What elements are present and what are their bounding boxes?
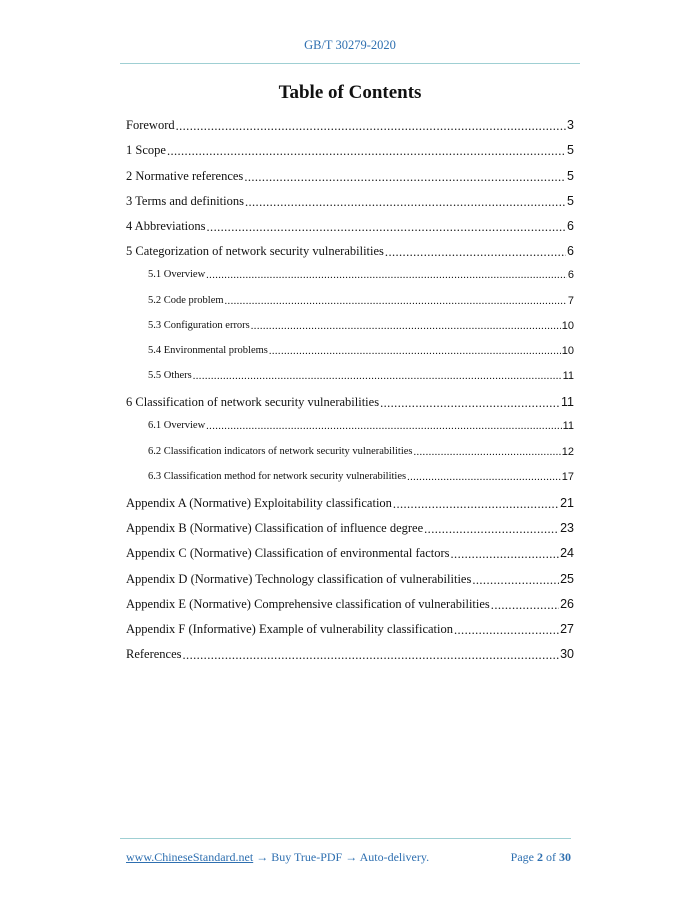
toc-entry-6-3-classification-method[interactable]	[126, 465, 574, 490]
toc-entry-page: 5	[567, 143, 574, 158]
page-title: Table of Contents	[278, 82, 422, 103]
toc-entry-label: Foreword	[126, 118, 175, 133]
dot-leader	[206, 270, 567, 282]
toc-entry-label: Appendix F (Informative) Example of vulnerability classification	[126, 621, 453, 636]
toc-entry-page: 24	[560, 546, 574, 561]
toc-entry-appendix-d[interactable]	[126, 565, 574, 590]
toc-entry-page: 26	[560, 596, 574, 611]
toc-entry-label: 5.5 Others	[148, 370, 192, 382]
dot-leader	[206, 421, 561, 433]
toc-entry-terms-and-definitions[interactable]	[126, 188, 574, 213]
dot-leader	[380, 397, 560, 409]
toc-entry-page: 7	[567, 294, 574, 307]
toc-entry-page: 17	[561, 470, 574, 483]
toc-entry-page: 11	[561, 395, 574, 410]
toc-entry-6-1-overview[interactable]	[126, 414, 574, 439]
page-indicator	[511, 850, 571, 865]
toc-entry-page: 5	[567, 168, 574, 183]
toc-entry-5-1-overview[interactable]	[126, 263, 574, 288]
toc-entry-label: References	[126, 647, 182, 662]
footer-divider	[120, 838, 571, 839]
toc-entry-label: 5.1 Overview	[148, 269, 206, 281]
toc-entry-label: Appendix A (Normative) Exploitability classification	[126, 496, 392, 510]
dot-leader	[454, 624, 559, 636]
dot-leader	[472, 574, 559, 586]
dot-leader	[393, 498, 559, 510]
toc-entry-page: 6	[567, 269, 574, 282]
dot-leader	[269, 346, 561, 358]
toc-entry-label: Appendix E (Normative) Comprehensive classification of vulnerabilities	[126, 596, 490, 611]
toc-entry-page: 6	[567, 244, 574, 259]
dot-leader	[385, 246, 566, 258]
toc-entry-label: 5.3 Configuration errors	[148, 319, 250, 331]
toc-entry-label: 6 Classification of network security vulnerabilities	[126, 395, 380, 410]
toc-entry-references[interactable]	[126, 641, 574, 666]
toc-entry-label: 5.4 Environmental problems	[148, 344, 268, 356]
dot-leader	[183, 649, 560, 661]
toc-entry-page: 5	[567, 193, 574, 208]
table-of-contents	[126, 112, 574, 666]
page-word: Page	[510, 850, 534, 864]
toc-entry-page: 30	[560, 647, 574, 662]
toc-entry-label: 6.1 Overview	[148, 420, 206, 432]
toc-entry-6-2-classification-indicators[interactable]	[126, 439, 574, 464]
dot-leader	[245, 196, 566, 208]
of-word: of	[546, 850, 556, 864]
toc-entry-5-5-others[interactable]	[126, 364, 574, 389]
chinesestandard-link[interactable]: www.ChineseStandard.net	[126, 850, 254, 864]
toc-entry-appendix-e[interactable]	[126, 591, 574, 616]
toc-entry-page: 25	[560, 571, 574, 586]
toc-entry-page: 23	[560, 521, 574, 536]
toc-entry-label: 5 Categorization of network security vulnerabilities	[126, 244, 384, 259]
dot-leader	[451, 548, 560, 560]
toc-entry-appendix-c[interactable]	[126, 540, 574, 565]
toc-entry-page: 10	[561, 344, 574, 357]
toc-entry-classification[interactable]	[126, 389, 574, 414]
toc-entry-categorization[interactable]	[126, 238, 574, 263]
toc-entry-appendix-a[interactable]	[126, 490, 574, 515]
toc-entry-page: 3	[567, 118, 574, 133]
page-footer	[126, 850, 571, 865]
dot-leader	[167, 145, 566, 157]
toc-entry-page: 6	[567, 218, 574, 233]
toc-entry-page: 11	[562, 420, 574, 433]
toc-entry-label: 6.3 Classification method for network security vulnerabilities	[148, 470, 407, 482]
toc-entry-5-4-environmental-problems[interactable]	[126, 339, 574, 364]
dot-leader	[413, 447, 560, 459]
header-divider	[120, 63, 580, 64]
toc-entry-appendix-f[interactable]	[126, 616, 574, 641]
dot-leader	[244, 171, 566, 183]
dot-leader	[491, 599, 559, 611]
toc-entry-page: 11	[562, 370, 574, 383]
dot-leader	[193, 371, 562, 383]
toc-entry-page: 12	[561, 445, 574, 458]
dot-leader	[407, 472, 561, 484]
toc-entry-abbreviations[interactable]	[126, 213, 574, 238]
dot-leader	[251, 321, 561, 333]
toc-entry-label: 5.2 Code problem	[148, 294, 224, 306]
toc-entry-scope[interactable]	[126, 137, 574, 162]
dot-leader	[176, 120, 566, 132]
toc-entry-label: Appendix C (Normative) Classification of environmental factors	[126, 546, 450, 561]
toc-entry-page: 10	[561, 319, 574, 332]
toc-entry-normative-references[interactable]	[126, 162, 574, 187]
toc-entry-foreword[interactable]	[126, 112, 574, 137]
running-header: GB/T 30279-2020	[304, 38, 396, 52]
toc-entry-label: 3 Terms and definitions	[126, 193, 244, 208]
toc-entry-5-3-configuration-errors[interactable]	[126, 314, 574, 339]
toc-entry-appendix-b[interactable]	[126, 515, 574, 540]
toc-entry-label: 4 Abbreviations	[126, 218, 206, 233]
dot-leader	[225, 296, 567, 308]
footer-promo	[126, 850, 429, 865]
toc-entry-5-2-code-problem[interactable]	[126, 288, 574, 313]
toc-entry-page: 27	[560, 621, 574, 636]
footer-promo-text: → Buy True-PDF → Auto-delivery.	[253, 850, 430, 864]
toc-entry-page: 21	[560, 496, 574, 510]
toc-entry-label: 1 Scope	[126, 143, 166, 158]
total-pages-number: 30	[559, 850, 571, 864]
toc-entry-label: Appendix D (Normative) Technology classification of vulnerabilities	[126, 571, 472, 586]
toc-entry-label: Appendix B (Normative) Classification of influence degree	[126, 521, 424, 536]
dot-leader	[207, 221, 567, 233]
current-page-number: 2	[537, 850, 543, 864]
dot-leader	[424, 523, 559, 535]
toc-entry-label: 2 Normative references	[126, 168, 244, 183]
toc-entry-label: 6.2 Classification indicators of network security vulnerabilities	[148, 445, 413, 457]
